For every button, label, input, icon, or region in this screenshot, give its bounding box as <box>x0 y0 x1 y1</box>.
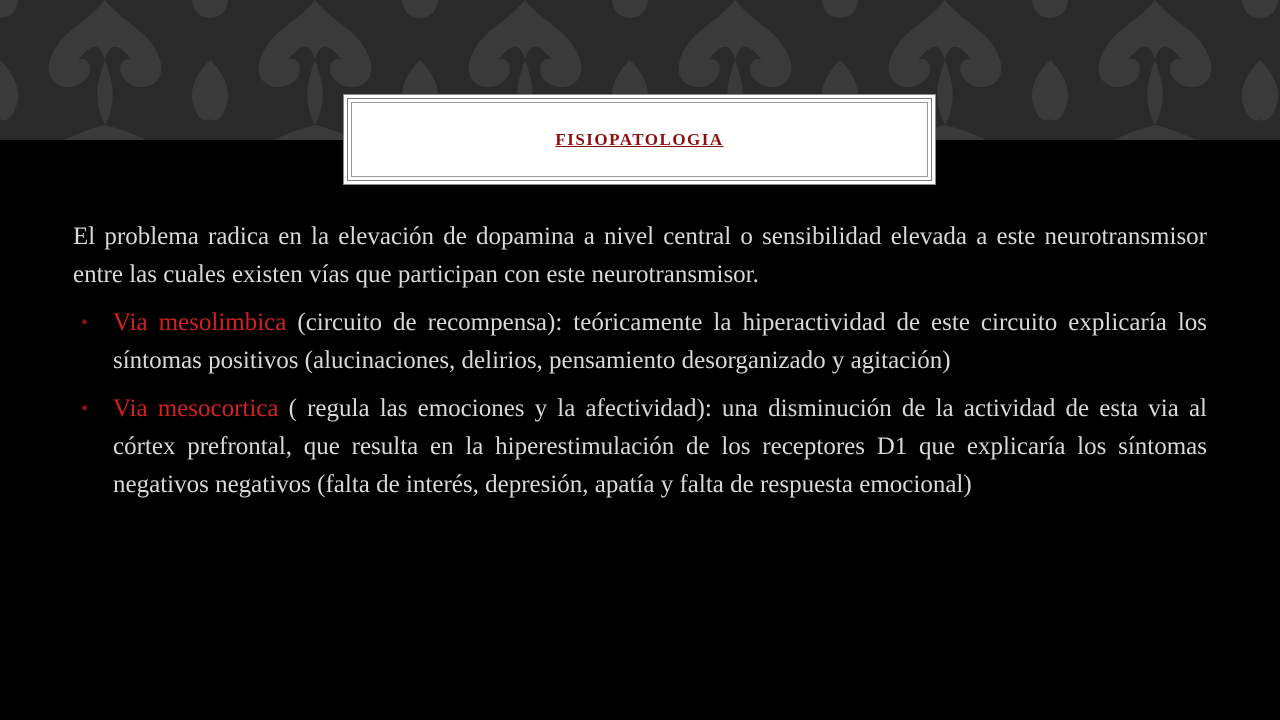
slide-title: FISIOPATOLOGIA <box>555 129 724 149</box>
bullet-term: Via mesocortica <box>113 395 279 422</box>
bullet-text: (circuito de recompensa): teóricamente la hiperactividad de este circuito explicaría los síntomas positivos (alucinaciones, delirios, pensamiento desorganizado y agitación) <box>113 309 1207 374</box>
title-frame <box>347 98 932 181</box>
slide-body <box>73 218 1207 514</box>
bullet-item-mesolimbica <box>73 304 1207 380</box>
bullet-item-mesocortica <box>73 390 1207 504</box>
bullet-term: Via mesolimbica <box>113 309 287 336</box>
intro-paragraph: El problema radica en la elevación de dopamina a nivel central o sensibilidad elevada a este neurotransmisor entre las cuales existen vías que participan con este neurotransmisor. <box>73 223 1207 288</box>
bullet-text: ( regula las emociones y la afectividad): una disminución de la actividad de esta via al córtex prefrontal, que resulta en la hiperestimulación de los receptores D1 que explicaría los síntomas negativos negativos (falta de interés, depresión, apatía y falta de respuesta emocional) <box>113 395 1207 498</box>
title-inner-frame <box>351 102 928 177</box>
bullet-dot-icon: • <box>81 398 89 420</box>
bullet-dot-icon: • <box>81 312 89 334</box>
